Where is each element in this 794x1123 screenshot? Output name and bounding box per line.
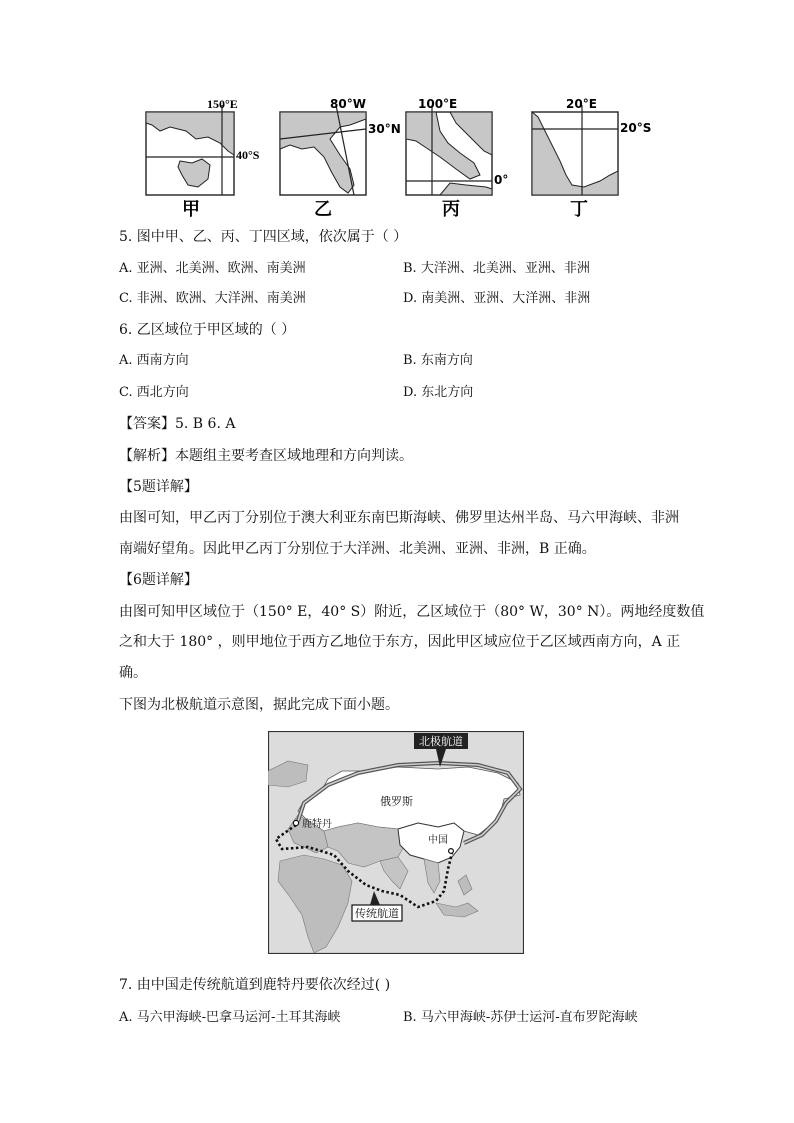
detail6-p1: 由图可知甲区域位于（150° E，40° S）附近，乙区域位于（80° W，30° N）。两地经度数值 [119, 604, 705, 620]
q6-option-c: C. 西北方向 [119, 385, 189, 400]
region-maps [140, 95, 660, 220]
detail5-p1: 由图可知，甲乙丙丁分别位于澳大利亚东南巴斯海峡、佛罗里达州半岛、马六甲海峡、非洲 [119, 510, 679, 526]
yi-label: 乙 [314, 199, 332, 220]
detail6-p2: 之和大于 180° ，则甲地位于西方乙地位于东方，因此甲区域应位于乙区域西南方向，A 正 [119, 634, 681, 650]
detail5-head: 【5题详解】 [119, 479, 198, 495]
detail6-head: 【6题详解】 [119, 572, 198, 588]
q7-option-a: A. 马六甲海峡-巴拿马运河-土耳其海峡 [119, 1010, 341, 1025]
q7-option-b: B. 马六甲海峡-苏伊士运河-直布罗陀海峡 [403, 1010, 638, 1025]
rotterdam-label: 鹿特丹 [302, 819, 332, 830]
traditional-route-label: 传统航道 [355, 907, 399, 920]
q5-option-c: C. 非洲、欧洲、大洋洲、南美洲 [119, 291, 306, 306]
intro-q7: 下图为北极航道示意图，据此完成下面小题。 [119, 697, 399, 713]
map-bing [406, 97, 508, 220]
arctic-route-map [268, 731, 524, 954]
ding-lon-label: 20°E [566, 97, 597, 111]
q6-option-a: A. 西南方向 [119, 353, 189, 368]
analysis-line: 【解析】本题组主要考查区域地理和方向判读。 [119, 448, 413, 464]
map-ding [532, 97, 651, 220]
bing-label: 丙 [442, 199, 460, 220]
q5-option-d: D. 南美洲、亚洲、大洋洲、非洲 [403, 291, 591, 306]
q6-option-d: D. 东北方向 [403, 385, 474, 400]
ding-label: 丁 [570, 199, 588, 220]
q5-stem: 5. 图中甲、乙、丙、丁四区域，依次属于（ ） [119, 229, 408, 245]
map-yi [280, 97, 401, 220]
yi-lon-label: 80°W [330, 97, 366, 111]
arctic-route-label: 北极航道 [419, 735, 463, 748]
jia-label: 甲 [182, 199, 200, 220]
q5-option-b: B. 大洋洲、北美洲、亚洲、非洲 [403, 261, 590, 276]
jia-lon-label: 150°E [207, 97, 238, 111]
russia-label: 俄罗斯 [380, 795, 413, 808]
yi-lat-label: 30°N [368, 122, 401, 136]
map-jia [146, 97, 260, 220]
q5-option-a: A. 亚洲、北美洲、欧洲、南美洲 [119, 261, 306, 276]
bing-lon-label: 100°E [418, 97, 458, 111]
q7-stem: 7. 由中国走传统航道到鹿特丹要依次经过( ) [119, 977, 391, 993]
answer-line: 【答案】5. B 6. A [119, 416, 236, 432]
china-label: 中国 [428, 835, 448, 846]
bing-lat-label: 0° [494, 173, 509, 187]
detail6-p3: 确。 [119, 665, 147, 681]
q6-option-b: B. 东南方向 [403, 353, 473, 368]
ding-lat-label: 20°S [620, 121, 652, 135]
detail5-p2: 南端好望角。因此甲乙丙丁分别位于大洋洲、北美洲、亚洲、非洲，B 正确。 [119, 541, 596, 557]
q6-stem: 6. 乙区域位于甲区域的（ ） [119, 322, 296, 338]
jia-lat-label: 40°S [236, 148, 260, 162]
